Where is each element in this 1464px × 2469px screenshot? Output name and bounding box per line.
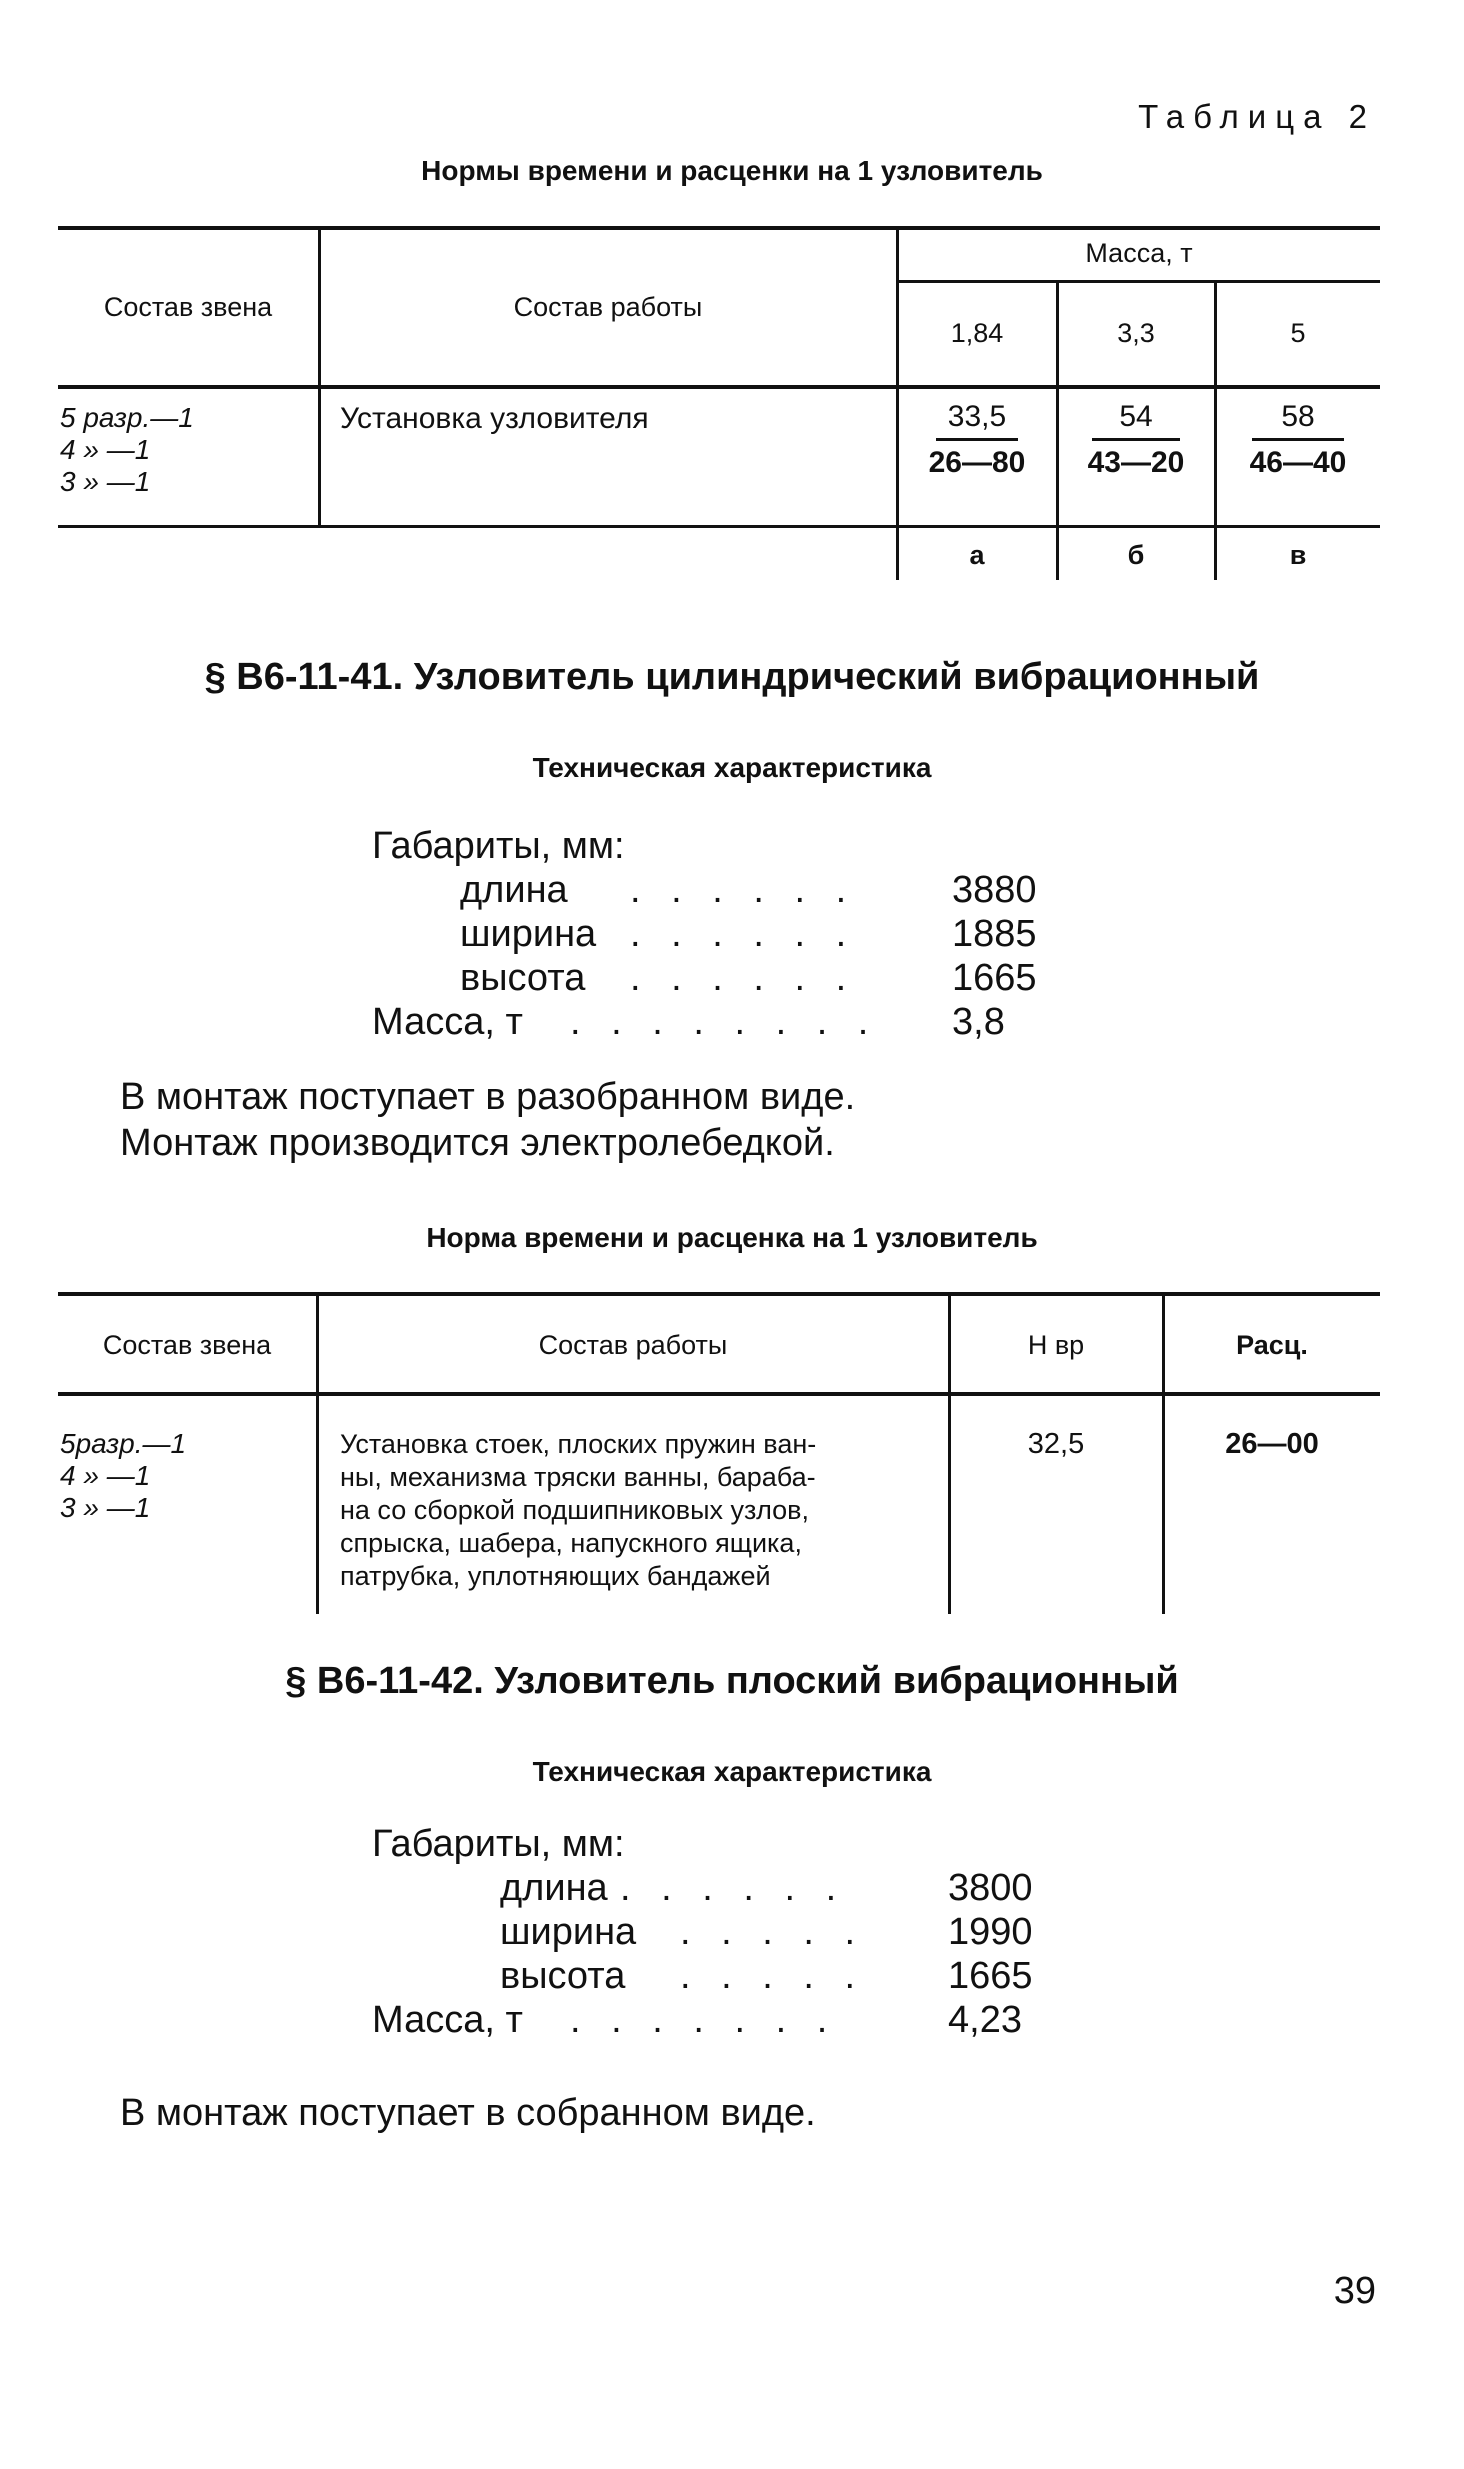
section-41-title: § В6-11-41. Узловитель цилиндрический вибрационный [204, 656, 1260, 698]
norm-value: 58 [1281, 400, 1315, 433]
section-41-table-caption: Норма времени и расценка на 1 узловитель [426, 1222, 1038, 1253]
spec-value: 1665 [952, 957, 1037, 999]
rate-value: 46—40 [1249, 446, 1347, 479]
section-42-text: В монтаж поступает в собранном виде. [120, 2092, 816, 2134]
header-work: Состав работы [513, 292, 703, 322]
section-42-spec-caption: Техническая характеристика [532, 1756, 932, 1787]
dimensions-label: Габариты, мм: [372, 825, 625, 867]
crew-line: 3 » —1 [60, 466, 151, 497]
mass-value: 4,23 [948, 1999, 1022, 2041]
spec-dots: . . . . . [680, 1955, 866, 1997]
header-mass-value: 3,3 [1117, 318, 1155, 348]
work-line: на со сборкой подшипниковых узлов, [340, 1495, 809, 1525]
spec-dots: . . . . . . [620, 1867, 847, 1909]
mass-label: Масса, т [372, 1999, 523, 2041]
text-line: В монтаж поступает в разобранном виде. [120, 1076, 856, 1118]
mass-label: Масса, т [372, 1001, 523, 1043]
spec-value: 3880 [952, 869, 1037, 911]
work-description: Установка узловителя [340, 402, 649, 435]
norm-value: 32,5 [1027, 1428, 1085, 1460]
section-42-title: § В6-11-42. Узловитель плоский вибрационный [285, 1660, 1179, 1702]
norm-value: 54 [1119, 400, 1153, 433]
work-line: ны, механизма тряски ванны, бараба- [340, 1462, 816, 1492]
column-letter: б [1127, 540, 1145, 570]
rate-value: 26—00 [1225, 1428, 1319, 1460]
crew-list [60, 402, 194, 498]
dimensions-label: Габариты, мм: [372, 1823, 625, 1865]
spec-label: длина [460, 869, 568, 911]
spec-dots: . . . . . . . . [570, 1001, 879, 1043]
crew-line: 3 » —1 [60, 1492, 151, 1523]
header-mass-value: 1,84 [950, 318, 1004, 348]
rate-value: 26—80 [928, 446, 1026, 479]
spec-dots: . . . . . [680, 1911, 866, 1953]
header-work: Состав работы [538, 1330, 728, 1360]
table2-caption: Нормы времени и расценки на 1 узловитель [421, 155, 1043, 186]
header-mass-value: 5 [1290, 318, 1306, 348]
spec-dots: . . . . . . [630, 913, 857, 955]
spec-label: ширина [500, 1911, 637, 1953]
work-line: патрубка, уплотняющих бандажей [340, 1561, 771, 1591]
rate-value: 43—20 [1087, 446, 1185, 479]
column-letter: в [1289, 540, 1307, 570]
crew-line: 4 » —1 [60, 1460, 151, 1491]
spec-dots: . . . . . . [630, 869, 857, 911]
header-crew: Состав звена [102, 1330, 272, 1360]
text-line: Монтаж производится электролебедкой. [120, 1122, 835, 1164]
spec-value: 1990 [948, 1911, 1033, 1953]
spec-label: высота [500, 1955, 626, 1997]
header-crew: Состав звена [103, 292, 273, 322]
header-norm: Н вр [1027, 1330, 1085, 1360]
section-41-spec-caption: Техническая характеристика [532, 752, 932, 783]
work-line: спрыска, шабера, напускного ящика, [340, 1528, 802, 1558]
mass-value: 3,8 [952, 1001, 1005, 1043]
header-rate: Расц. [1236, 1330, 1308, 1360]
spec-label: длина [500, 1867, 608, 1909]
norm-value: 33,5 [947, 400, 1007, 433]
spec-value: 1665 [948, 1955, 1033, 1997]
crew-list [60, 1428, 186, 1524]
spec-value: 1885 [952, 913, 1037, 955]
spec-label: ширина [460, 913, 597, 955]
spec-dots: . . . . . . . [570, 1999, 838, 2041]
page-number: 39 [1333, 2270, 1376, 2312]
section-41-text [120, 1074, 855, 1166]
column-letter: а [969, 540, 985, 570]
work-line: Установка стоек, плоских пружин ван- [340, 1429, 817, 1459]
crew-line: 5 разр.—1 [60, 402, 194, 433]
spec-value: 3800 [948, 1867, 1033, 1909]
header-mass: Масса, т [1085, 238, 1193, 268]
spec-label: высота [460, 957, 586, 999]
crew-line: 5разр.—1 [60, 1428, 187, 1459]
table-label: Таблица 2 [1138, 98, 1376, 135]
spec-dots: . . . . . . [630, 957, 857, 999]
work-description [340, 1428, 816, 1593]
crew-line: 4 » —1 [60, 434, 151, 465]
